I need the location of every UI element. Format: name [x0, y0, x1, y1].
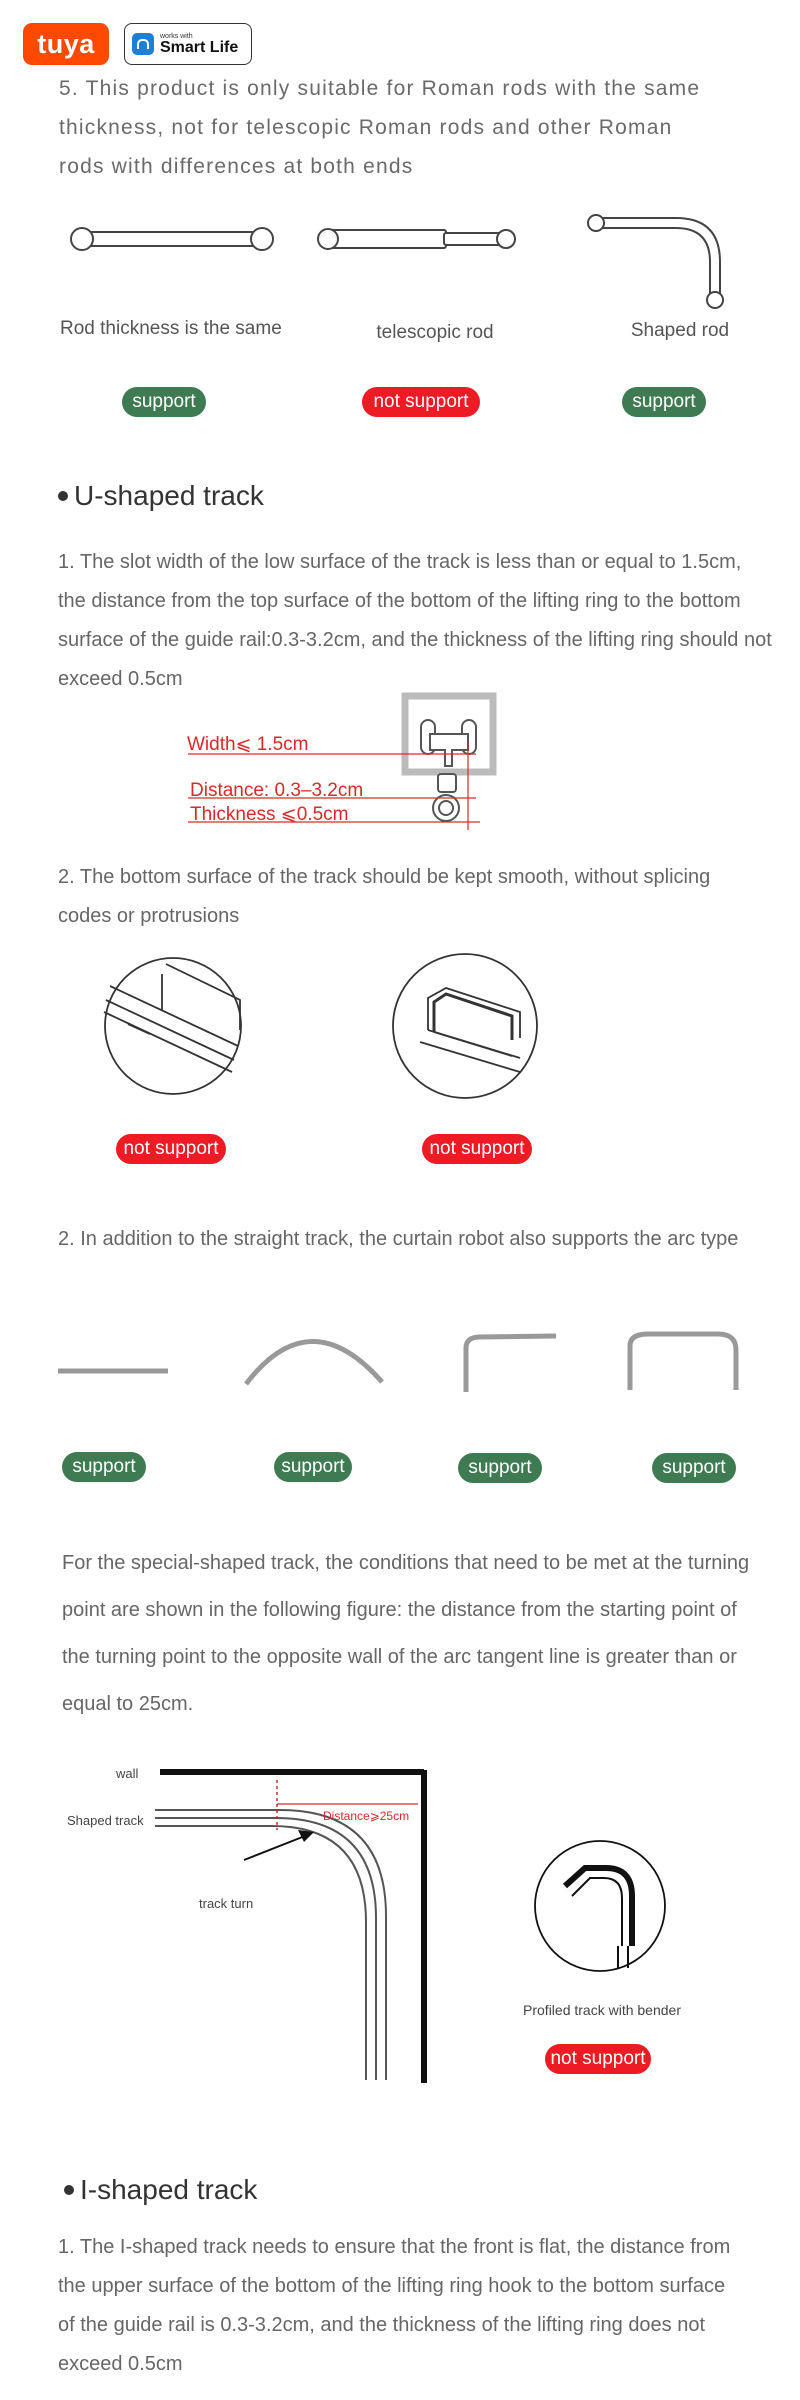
- u-p2-line-2: codes or protrusions: [58, 905, 240, 927]
- distance-25cm-label: Distance⩾25cm: [323, 1809, 410, 1823]
- rod-caption-telescopic: telescopic rod: [376, 322, 494, 343]
- rod-same-thickness-illustration: [71, 228, 273, 250]
- wall-label: wall: [116, 1766, 139, 1781]
- u-track-title: [58, 480, 264, 512]
- support-badge: support: [122, 387, 206, 417]
- u-p2-line-1: 2. The bottom surface of the track should be kept smooth, without splicing: [58, 866, 711, 888]
- special-line-3: the turning point to the opposite wall of the arc tangent line is greater than or: [62, 1646, 737, 1668]
- track-surface-illustrations: [0, 950, 800, 1110]
- i-track-paragraph: [58, 2228, 778, 2384]
- not-support-badge: not support: [362, 387, 480, 417]
- special-line-4: equal to 25cm.: [62, 1693, 194, 1715]
- special-line-2: point are shown in the following figure: the distance from the starting point of: [62, 1599, 737, 1621]
- thickness-label: Thickness ⩽0.5cm: [190, 804, 349, 825]
- special-track-paragraph: [62, 1540, 782, 1728]
- u-track-dimension-diagram: [0, 690, 800, 840]
- smart-life-icon: [132, 33, 154, 55]
- i-line-4: exceed 0.5cm: [58, 2353, 183, 2375]
- shaped-track-label: Shaped track: [67, 1813, 144, 1828]
- intro-line-3: rods with differences at both ends: [59, 155, 414, 178]
- smart-life-badge: [124, 23, 252, 65]
- u-p1-line-2: the distance from the top surface of the bottom of the lifting ring to the bottom: [58, 590, 741, 612]
- intro-line-1: 5. This product is only suitable for Roman rods with the same: [59, 77, 701, 100]
- u-turn-track-shape: [630, 1334, 736, 1390]
- u-track-paragraph-1: [58, 543, 778, 699]
- rod-illustrations: [0, 210, 800, 320]
- u-p1-line-3: surface of the guide rail:0.3-3.2cm, and the thickness of the lifting ring should not: [58, 629, 772, 651]
- track-type-illustrations: [0, 1320, 800, 1400]
- support-badge: support: [274, 1452, 352, 1482]
- u-track-title-text: U-shaped track: [74, 480, 264, 511]
- telescopic-rod-illustration: [318, 229, 515, 249]
- track-turn-label: track turn: [199, 1896, 254, 1911]
- tuya-logo: [23, 23, 109, 65]
- bender-caption: Profiled track with bender: [523, 2002, 681, 2018]
- protruding-track-illustration: [393, 954, 537, 1098]
- support-badge: support: [622, 387, 706, 417]
- not-support-badge: not support: [116, 1134, 226, 1164]
- i-line-3: of the guide rail is 0.3-3.2cm, and the thickness of the lifting ring does not: [58, 2314, 706, 2336]
- u-p1-line-4: exceed 0.5cm: [58, 668, 183, 690]
- bullet-icon: [64, 2185, 74, 2195]
- shaped-rod-illustration: [588, 215, 723, 308]
- i-track-title: [64, 2174, 257, 2206]
- smart-life-small-text: works with: [160, 32, 193, 40]
- rod-caption-same: Rod thickness is the same: [60, 318, 282, 339]
- u-track-paragraph-3: 2. In addition to the straight track, the curtain robot also supports the arc type: [58, 1228, 739, 1250]
- u-track-paragraph-2: [58, 858, 778, 936]
- bullet-icon: [58, 491, 68, 501]
- u-p1-line-1: 1. The slot width of the low surface of the track is less than or equal to 1.5cm,: [58, 551, 742, 573]
- support-badge: support: [62, 1452, 146, 1482]
- i-line-2: the upper surface of the bottom of the lifting ring hook to the bottom surface: [58, 2275, 726, 2297]
- not-support-badge: not support: [422, 1134, 532, 1164]
- i-track-title-text: I-shaped track: [80, 2174, 258, 2205]
- i-line-1: 1. The I-shaped track needs to ensure that the front is flat, the distance from: [58, 2236, 731, 2258]
- arc-track-shape: [246, 1341, 382, 1384]
- intro-line-2: thickness, not for telescopic Roman rods and other Roman: [59, 116, 673, 139]
- support-badge: support: [652, 1453, 736, 1483]
- distance-label: Distance: 0.3–3.2cm: [190, 780, 364, 801]
- turning-point-diagram: [0, 1750, 800, 2090]
- special-line-1: For the special-shaped track, the conditions that need to be met at the turning: [62, 1552, 750, 1574]
- tuya-logo-text: tuya: [37, 28, 95, 59]
- support-badge: support: [458, 1453, 542, 1483]
- spliced-track-illustration: [104, 958, 241, 1094]
- corner-track-shape: [466, 1336, 556, 1392]
- intro-paragraph: [59, 69, 779, 186]
- smart-life-title: Smart Life: [160, 38, 239, 56]
- not-support-badge: not support: [545, 2044, 651, 2074]
- rod-caption-shaped: Shaped rod: [630, 320, 730, 341]
- width-label: Width⩽ 1.5cm: [187, 734, 309, 755]
- track-bender-illustration: [535, 1841, 665, 1971]
